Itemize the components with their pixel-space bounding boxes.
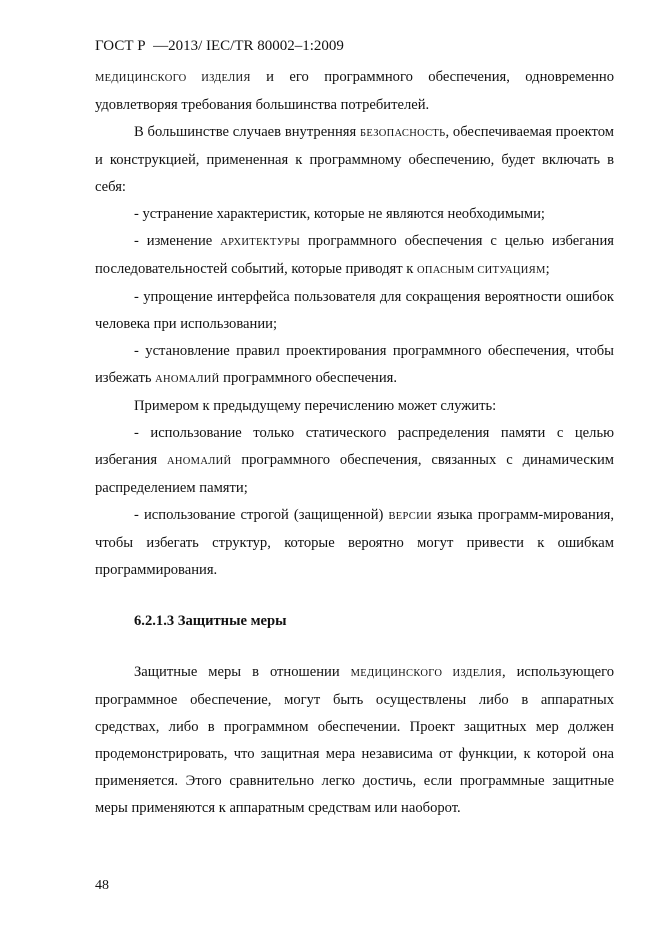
list-item-text: - использование строгой (защищенной)	[134, 507, 389, 523]
page-number: 48	[95, 878, 109, 893]
paragraph-text: , использующего программное обеспечение, могут быть осуществлены либо в аппаратных средствах, либо в программном обеспечении. Проект защитных мер должен продемонстрировать, что защитная мера независима от функции, к которой она применяется. Этого сравнительно легко достичь, если программные защитные меры применяются к аппаратным средствам или наоборот.	[95, 664, 615, 816]
paragraph-text: В большинстве случаев внутренняя	[134, 124, 361, 140]
list-item-text: языка программ-мирования, чтобы избегать структур, которые вероятно могут привести к ошибкам программирования.	[95, 507, 614, 578]
smallcaps-term: АРХИТЕКТУРЫ	[220, 237, 301, 248]
list-item-text: программного обеспечения, связанных с динамическим распределением памяти;	[95, 452, 614, 496]
list-item-text: программного обеспечения.	[219, 370, 398, 386]
list-item	[95, 201, 614, 228]
list-item-text: программного обеспечения с целью избегания последовательностей событий, которые приводят к	[95, 233, 614, 277]
smallcaps-term: АНОМАЛИЙ	[167, 456, 232, 467]
paragraph-example-intro	[95, 393, 614, 420]
list-item-text: - устранение характеристик, которые не являются необходимыми;	[134, 206, 545, 222]
list-item-text: - использование только статического распределения памяти с целью избегания	[95, 425, 614, 468]
document-header: ГОСТ Р —2013/ IEC/TR 80002–1:2009	[95, 38, 344, 54]
list-item-text: - установление правил проектирования программного обеспечения, чтобы избежать	[95, 343, 614, 386]
smallcaps-term: МЕДИЦИНСКОГО ИЗДЕЛИЯ	[350, 668, 502, 679]
section-heading-text: 6.2.1.3 Защитные меры	[134, 613, 287, 629]
page-body	[95, 64, 614, 822]
smallcaps-term: ОПАСНЫМ СИТУАЦИЯМ	[417, 265, 546, 276]
list-item	[95, 284, 614, 338]
paragraph-safety-measures	[95, 119, 614, 201]
section-heading	[95, 608, 614, 635]
smallcaps-term: МЕДИЦИНСКОГО ИЗДЕЛИЯ	[95, 73, 251, 84]
list-item-text: ;	[545, 261, 550, 277]
smallcaps-term: ВЕРСИИ	[388, 511, 432, 522]
paragraph-text: Защитные меры в отношении	[134, 664, 351, 680]
paragraph-continuation	[95, 64, 614, 119]
list-item-text: - изменение	[134, 233, 221, 249]
list-item	[95, 502, 614, 584]
list-item	[95, 228, 614, 284]
paragraph-text: Примером к предыдущему перечислению может служить:	[134, 398, 497, 414]
paragraph-text: , обеспечиваемая проектом и конструкцией, примененная к программному обеспечению, будет включать в себя:	[95, 124, 614, 195]
list-item	[95, 338, 614, 393]
paragraph-protective-measures	[95, 659, 614, 822]
list-item-text: - упрощение интерфейса пользователя для сокращения вероятности ошибок человека при использовании;	[95, 289, 614, 332]
smallcaps-term: БЕЗОПАСНОСТЬ	[360, 128, 446, 139]
paragraph-text: и его программного обеспечения, одновременно удовлетворяя требования большинства потребителей.	[95, 69, 614, 113]
smallcaps-term: АНОМАЛИЙ	[155, 374, 220, 385]
list-item	[95, 420, 614, 502]
